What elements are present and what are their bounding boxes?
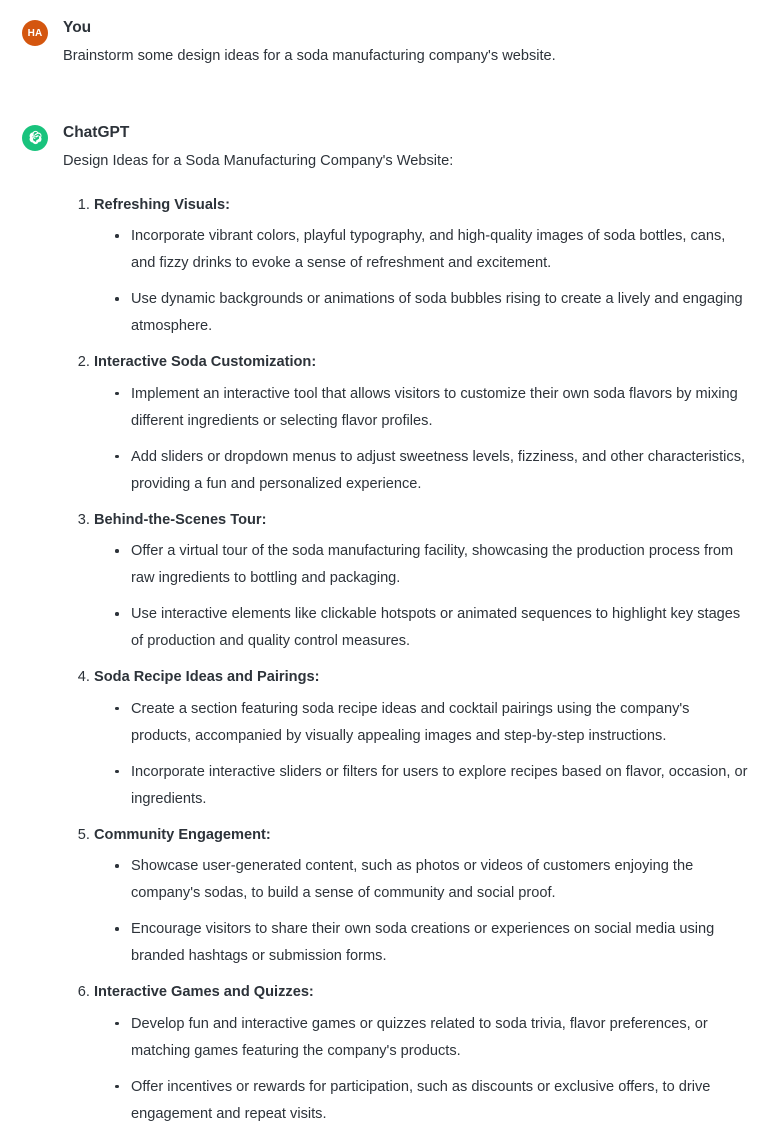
list-item <box>94 350 750 498</box>
bullet-list <box>94 223 750 340</box>
list-item <box>94 508 750 656</box>
section-title: Interactive Games and Quizzes: <box>94 984 314 1001</box>
bullet-list <box>94 538 750 655</box>
bullet-item: Develop fun and interactive games or quizzes related to soda trivia, flavor preferences, or matching games featuring the company's products. <box>114 1011 750 1065</box>
list-item <box>94 823 750 971</box>
message-author: ChatGPT <box>63 123 130 141</box>
bullet-item: Incorporate interactive sliders or filters for users to explore recipes based on flavor, occasion, or ingredients. <box>114 759 750 813</box>
bullet-item: Showcase user-generated content, such as photos or videos of customers enjoying the company's sodas, to build a sense of community and social proof. <box>114 853 750 907</box>
user-avatar: HA <box>22 20 48 46</box>
bullet-item: Create a section featuring soda recipe ideas and cocktail pairings using the company's products, accompanied by visually appealing images and step-by-step instructions. <box>114 696 750 750</box>
chat-message-assistant <box>0 115 780 1138</box>
chat-message-user <box>0 10 780 69</box>
section-title: Refreshing Visuals: <box>94 196 230 213</box>
bullet-item: Incorporate vibrant colors, playful typography, and high-quality images of soda bottles, cans, and fizzy drinks to evoke a sense of refreshment and excitement. <box>114 223 750 277</box>
section-title: Behind-the-Scenes Tour: <box>94 511 267 528</box>
bullet-item: Use dynamic backgrounds or animations of soda bubbles rising to create a lively and engaging atmosphere. <box>114 286 750 340</box>
message-body <box>63 18 750 69</box>
bullet-list <box>94 381 750 498</box>
bullet-list <box>94 853 750 970</box>
bullet-item: Use interactive elements like clickable hotspots or animated sequences to highlight key stages of production and quality control measures. <box>114 601 750 655</box>
section-title: Community Engagement: <box>94 826 271 843</box>
section-title: Soda Recipe Ideas and Pairings: <box>94 669 320 686</box>
bullet-item: Implement an interactive tool that allows visitors to customize their own soda flavors by mixing different ingredients or selecting flavor profiles. <box>114 381 750 435</box>
message-body <box>63 123 750 1138</box>
bullet-item: Add sliders or dropdown menus to adjust sweetness levels, fizziness, and other characteristics, providing a fun and personalized experience. <box>114 444 750 498</box>
list-item <box>94 193 750 341</box>
list-item <box>94 980 750 1128</box>
bullet-item: Offer a virtual tour of the soda manufacturing facility, showcasing the production process from raw ingredients to bottling and packaging. <box>114 538 750 592</box>
chatgpt-logo-icon <box>22 125 48 151</box>
bullet-list <box>94 696 750 813</box>
section-title: Interactive Soda Customization: <box>94 354 317 371</box>
list-item <box>94 665 750 813</box>
bullet-item: Encourage visitors to share their own soda creations or experiences on social media using branded hashtags or submission forms. <box>114 916 750 970</box>
bullet-item: Offer incentives or rewards for participation, such as discounts or exclusive offers, to drive engagement and repeat visits. <box>114 1074 750 1128</box>
design-ideas-list <box>63 193 750 1128</box>
bullet-list <box>94 1011 750 1128</box>
message-author: You <box>63 19 92 36</box>
assistant-intro-text: Design Ideas for a Soda Manufacturing Company's Website: <box>63 152 454 169</box>
user-prompt-text: Brainstorm some design ideas for a soda manufacturing company's website. <box>63 48 556 65</box>
